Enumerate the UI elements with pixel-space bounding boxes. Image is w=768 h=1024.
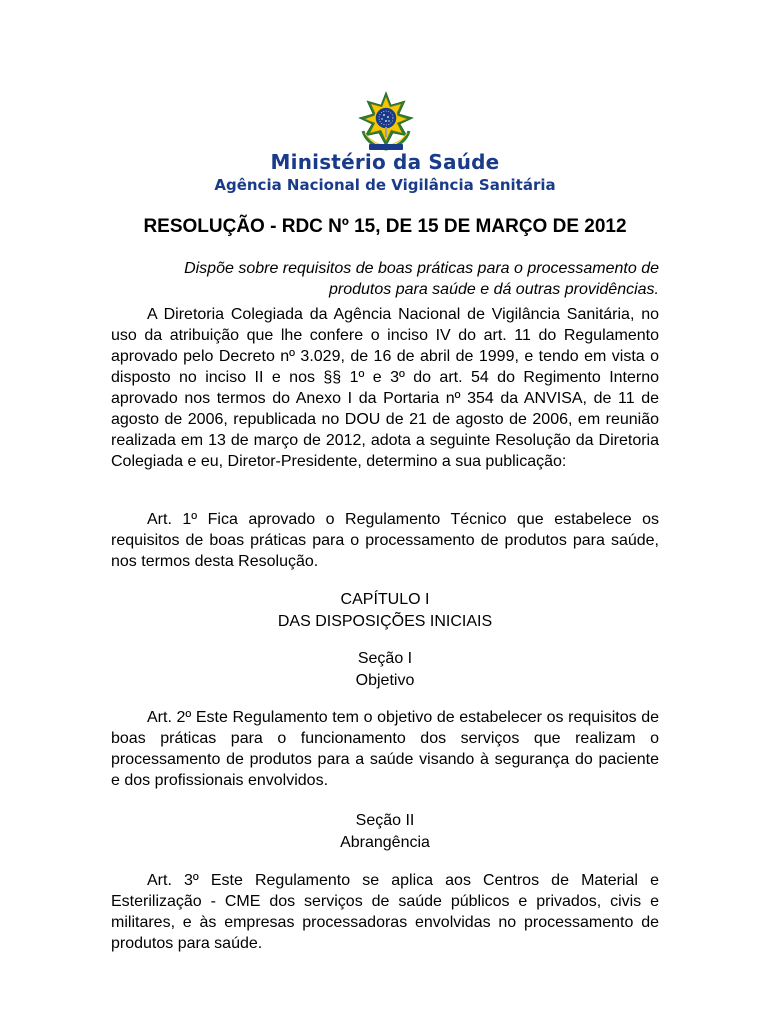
ementa-line-1: Dispõe sobre requisitos de boas práticas para o processamento de [184,260,659,277]
chapter-number: CAPÍTULO I [340,591,430,608]
brazil-coat-of-arms-icon [353,91,419,153]
section-1-number: Seção I [357,650,413,667]
agency-name: Agência Nacional de Vigilância Sanitária [214,176,556,194]
section-2-heading [111,810,659,854]
preamble-paragraph: A Diretoria Colegiada da Agência Nacional de Vigilância Sanitária, no uso da atribuição que lhe confere o inciso IV do art. 11 do Regulamento aprovado pelo Decreto nº 3.029, de 16 de abril de 1999, e tendo em vista o disposto no inciso II e nos §§ 1º e 3º do art. 54 do Regimento Interno aprovado nos termos do Anexo I da Portaria nº 354 da ANVISA, de 11 de agosto de 2006, republicada no DOU de 21 de agosto de 2006, em reunião realizada em 13 de março de 2012, adota a seguinte Resolução da Diretoria Colegiada e eu, Diretor-Presidente, determino a sua publicação: [111,306,659,470]
chapter-heading [111,589,659,633]
article-3: Art. 3º Este Regulamento se aplica aos Centros de Material e Esterilização - CME dos serviços de saúde públicos e privados, civis e militares, e às empresas processadoras envolvidas no processamento de produtos para saúde. [111,872,659,952]
document-page [111,0,659,1024]
section-2-number: Seção II [355,812,415,829]
ministry-name: Ministério da Saúde [270,150,500,174]
article-2: Art. 2º Este Regulamento tem o objetivo de estabelecer os requisitos de boas práticas para o funcionamento dos serviços que realizam o processamento de produtos para a saúde visando à segurança do paciente e dos profissionais envolvidos. [111,709,659,789]
section-1-name: Objetivo [355,672,415,689]
chapter-name: DAS DISPOSIÇÕES INICIAIS [277,613,493,630]
article-1: Art. 1º Fica aprovado o Regulamento Técnico que estabelece os requisitos de boas práticas para o processamento de produtos para saúde, nos termos desta Resolução. [111,511,659,570]
section-2-name: Abrangência [340,834,430,851]
ementa-line-2: produtos para saúde e dá outras providências. [329,281,659,298]
section-1-heading [111,648,659,692]
resolution-title: RESOLUÇÃO - RDC Nº 15, DE 15 DE MARÇO DE 2012 [143,216,627,237]
ementa [111,258,659,300]
